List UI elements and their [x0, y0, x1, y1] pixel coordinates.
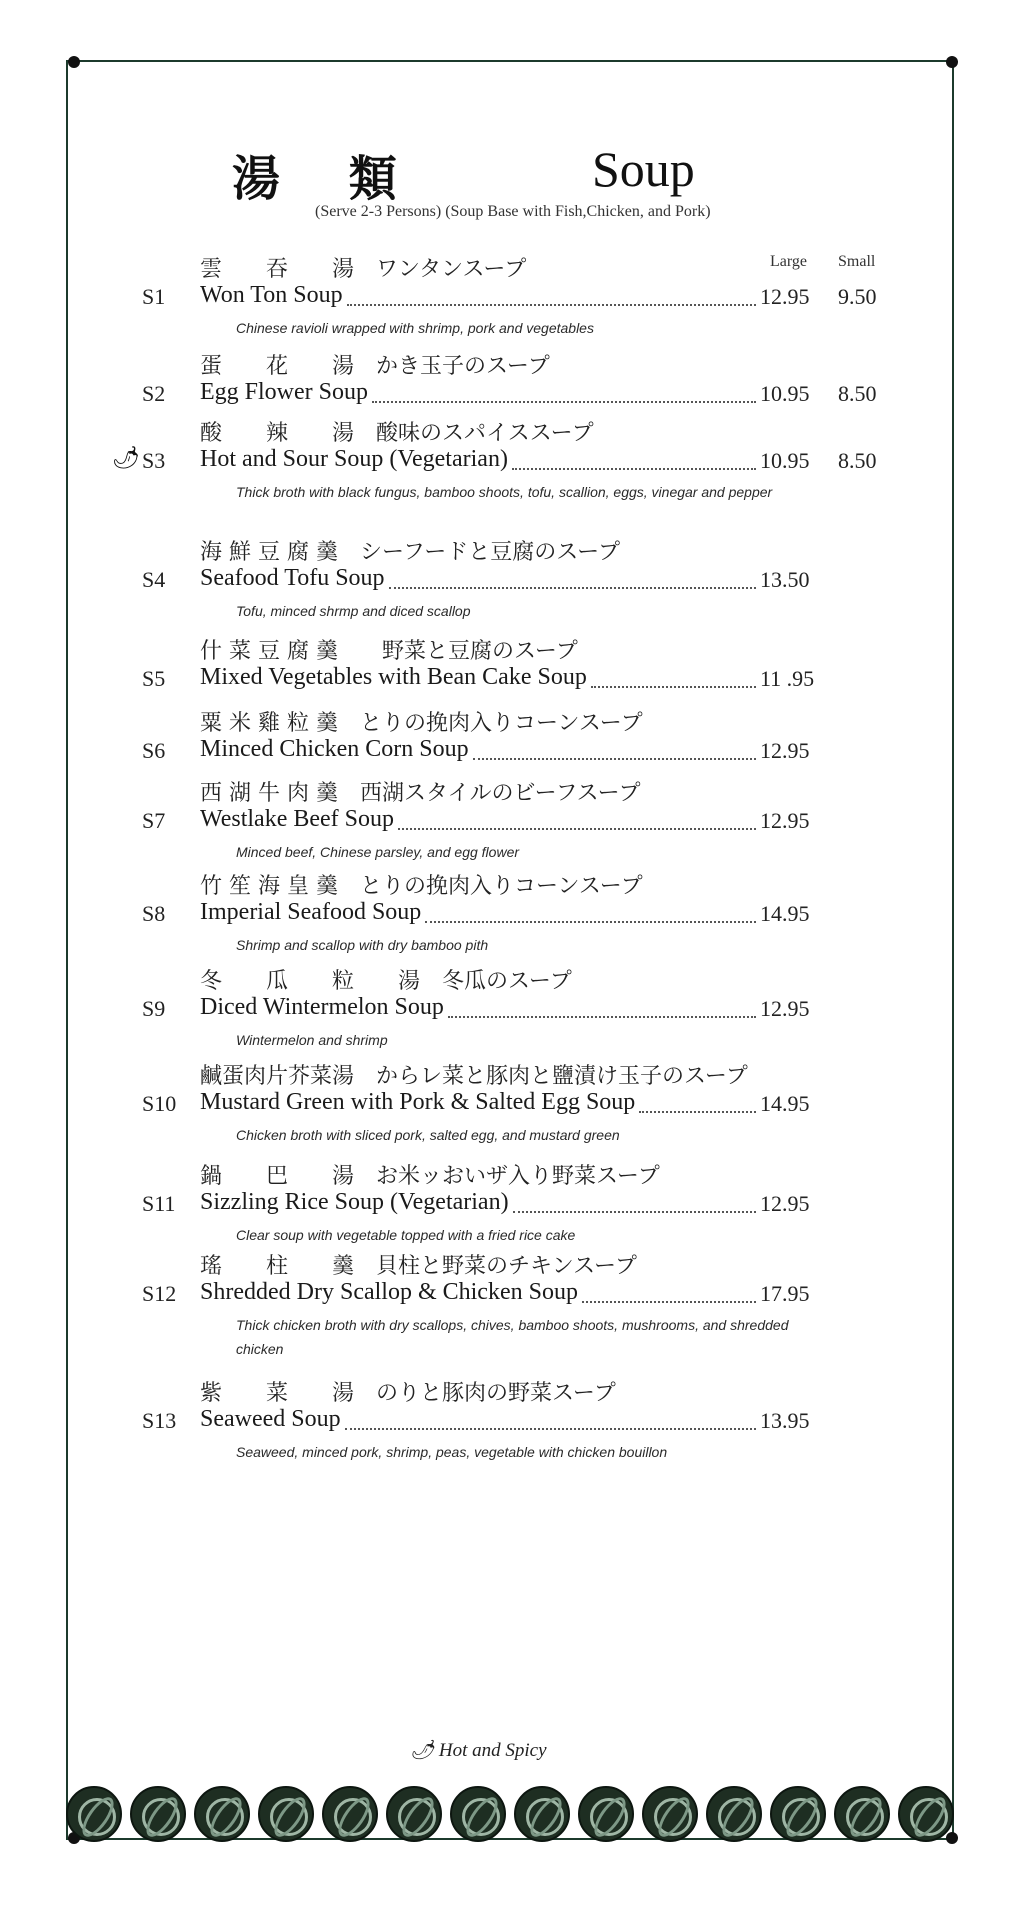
item-code: S2 [142, 381, 166, 406]
dot-leader [512, 468, 756, 470]
pepper-icon: 🌶 [112, 446, 140, 471]
dot-leader [591, 686, 756, 688]
item-name-cn-jp: 冬 瓜 粒 湯 冬瓜のスープ [200, 969, 572, 994]
item-name: Imperial Seafood Soup [200, 899, 422, 925]
item-description: Clear soup with vegetable topped with a fried rice cake [236, 1227, 576, 1243]
item-price-large: 17.95 [760, 1281, 810, 1306]
column-header-large: Large [770, 253, 808, 270]
item-name: Westlake Beef Soup [200, 806, 395, 832]
dot-leader [425, 921, 756, 923]
dragon-medallion-icon [706, 1786, 762, 1842]
item-name: Seaweed Soup [200, 1406, 341, 1432]
dragon-medallion-icon [770, 1786, 826, 1842]
item-price-small: 9.50 [838, 284, 877, 309]
item-name: Minced Chicken Corn Soup [200, 736, 469, 762]
item-name: Hot and Sour Soup (Vegetarian) [200, 446, 508, 472]
dot-leader [639, 1111, 756, 1113]
item-name-cn-jp: 粟 米 雞 粒 羹 とりの挽肉入りコーンスープ [200, 711, 643, 736]
dot-leader [448, 1016, 756, 1018]
item-code: S6 [142, 738, 166, 763]
dragon-medallion-icon [450, 1786, 506, 1842]
item-description: Thick chicken broth with dry scallops, chives, bamboo shoots, mushrooms, and shredded chicken [236, 1317, 789, 1357]
item-price-large: 11 .95 [760, 666, 815, 691]
item-description: Seaweed, minced pork, shrimp, peas, vegetable with chicken bouillon [236, 1444, 668, 1460]
item-price-large: 14.95 [760, 1091, 810, 1116]
item-price-large: 13.95 [760, 1408, 810, 1433]
item-name-cn-jp: 紫 菜 湯 のりと豚肉の野菜スープ [200, 1381, 616, 1406]
dragon-medallion-icon [578, 1786, 634, 1842]
decorative-border [66, 1786, 954, 1848]
dragon-medallion-icon [130, 1786, 186, 1842]
item-code: S5 [142, 666, 166, 691]
dot-leader [473, 758, 756, 760]
item-code: S1 [142, 284, 166, 309]
item-code: S7 [142, 808, 166, 833]
item-price-small: 8.50 [838, 448, 877, 473]
dot-leader [398, 828, 756, 830]
page-subtitle: (Serve 2-3 Persons) (Soup Base with Fish,Chicken, and Pork) [315, 203, 711, 220]
dragon-medallion-icon [834, 1786, 890, 1842]
item-description: Chicken broth with sliced pork, salted egg, and mustard green [236, 1127, 620, 1143]
item-description: Minced beef, Chinese parsley, and egg flower [236, 844, 520, 860]
dragon-medallion-icon [258, 1786, 314, 1842]
item-name-cn-jp: 瑤 柱 羹 貝柱と野菜のチキンスープ [200, 1254, 637, 1279]
dot-leader [389, 587, 756, 589]
item-code: S12 [142, 1281, 177, 1306]
column-header-small: Small [838, 253, 876, 270]
item-price-large: 13.50 [760, 567, 810, 592]
legend-text: Hot and Spicy [438, 1740, 547, 1761]
dot-leader [347, 304, 756, 306]
item-name-cn-jp: 海 鮮 豆 腐 羹 シーフードと豆腐のスープ [200, 540, 621, 565]
item-name: Shredded Dry Scallop & Chicken Soup [200, 1279, 578, 1305]
dot-leader [513, 1211, 756, 1213]
item-code: S10 [142, 1091, 177, 1116]
corner-dot [946, 56, 958, 68]
item-code: S9 [142, 996, 166, 1021]
item-name-cn-jp: 鹹蛋肉片芥菜湯 からレ菜と豚肉と鹽漬け玉子のスープ [200, 1064, 748, 1089]
dragon-medallion-icon [194, 1786, 250, 1842]
item-name: Seafood Tofu Soup [200, 565, 385, 591]
item-price-large: 10.95 [760, 448, 810, 473]
item-name: Won Ton Soup [200, 282, 343, 308]
item-name-cn-jp: 蛋 花 湯 かき玉子のスープ [200, 354, 550, 379]
item-code: S3 [142, 448, 166, 473]
item-name: Sizzling Rice Soup (Vegetarian) [200, 1189, 509, 1215]
item-description: Wintermelon and shrimp [236, 1032, 388, 1048]
dragon-medallion-icon [514, 1786, 570, 1842]
item-name: Mustard Green with Pork & Salted Egg Soup [200, 1089, 636, 1115]
item-description: Tofu, minced shrmp and diced scallop [236, 603, 471, 619]
item-description: Shrimp and scallop with dry bamboo pith [236, 937, 489, 953]
item-code: S4 [142, 567, 166, 592]
dragon-medallion-icon [66, 1786, 122, 1842]
pepper-icon: 🌶 [410, 1740, 435, 1761]
dragon-medallion-icon [642, 1786, 698, 1842]
item-price-large: 12.95 [760, 284, 810, 309]
corner-dot [68, 56, 80, 68]
item-name-cn-jp: 雲 吞 湯 ワンタンスープ [200, 257, 527, 282]
page-title-en: Soup [592, 141, 695, 197]
item-description: Thick broth with black fungus, bamboo shoots, tofu, scallion, eggs, vinegar and pepper [236, 484, 773, 500]
page-title-cn: 湯 類 [232, 151, 423, 207]
item-price-small: 8.50 [838, 381, 877, 406]
item-code: S11 [142, 1191, 176, 1216]
dot-leader [372, 401, 756, 403]
item-price-large: 14.95 [760, 901, 810, 926]
dragon-medallion-icon [386, 1786, 442, 1842]
item-code: S8 [142, 901, 166, 926]
item-description: Chinese ravioli wrapped with shrimp, pork and vegetables [236, 320, 594, 336]
item-price-large: 12.95 [760, 1191, 810, 1216]
dragon-medallion-icon [898, 1786, 954, 1842]
dot-leader [582, 1301, 756, 1303]
item-name-cn-jp: 鍋 巴 湯 お米ッおいザ入り野菜スープ [200, 1164, 660, 1189]
item-name-cn-jp: 什 菜 豆 腐 羹 野菜と豆腐のスープ [200, 639, 578, 664]
item-code: S13 [142, 1408, 177, 1433]
item-name-cn-jp: 酸 辣 湯 酸味のスパイススープ [200, 421, 594, 446]
item-name-cn-jp: 竹 笙 海 皇 羹 とりの挽肉入りコーンスープ [200, 874, 643, 899]
dot-leader [345, 1428, 756, 1430]
item-name: Diced Wintermelon Soup [200, 994, 444, 1020]
dragon-medallion-icon [322, 1786, 378, 1842]
item-name: Egg Flower Soup [200, 379, 368, 405]
item-price-large: 12.95 [760, 808, 810, 833]
legend [410, 1738, 547, 1762]
item-name-cn-jp: 西 湖 牛 肉 羹 西湖スタイルのビーフスープ [200, 781, 641, 806]
item-price-large: 12.95 [760, 738, 810, 763]
item-price-large: 12.95 [760, 996, 810, 1021]
item-price-large: 10.95 [760, 381, 810, 406]
item-name: Mixed Vegetables with Bean Cake Soup [200, 664, 587, 690]
